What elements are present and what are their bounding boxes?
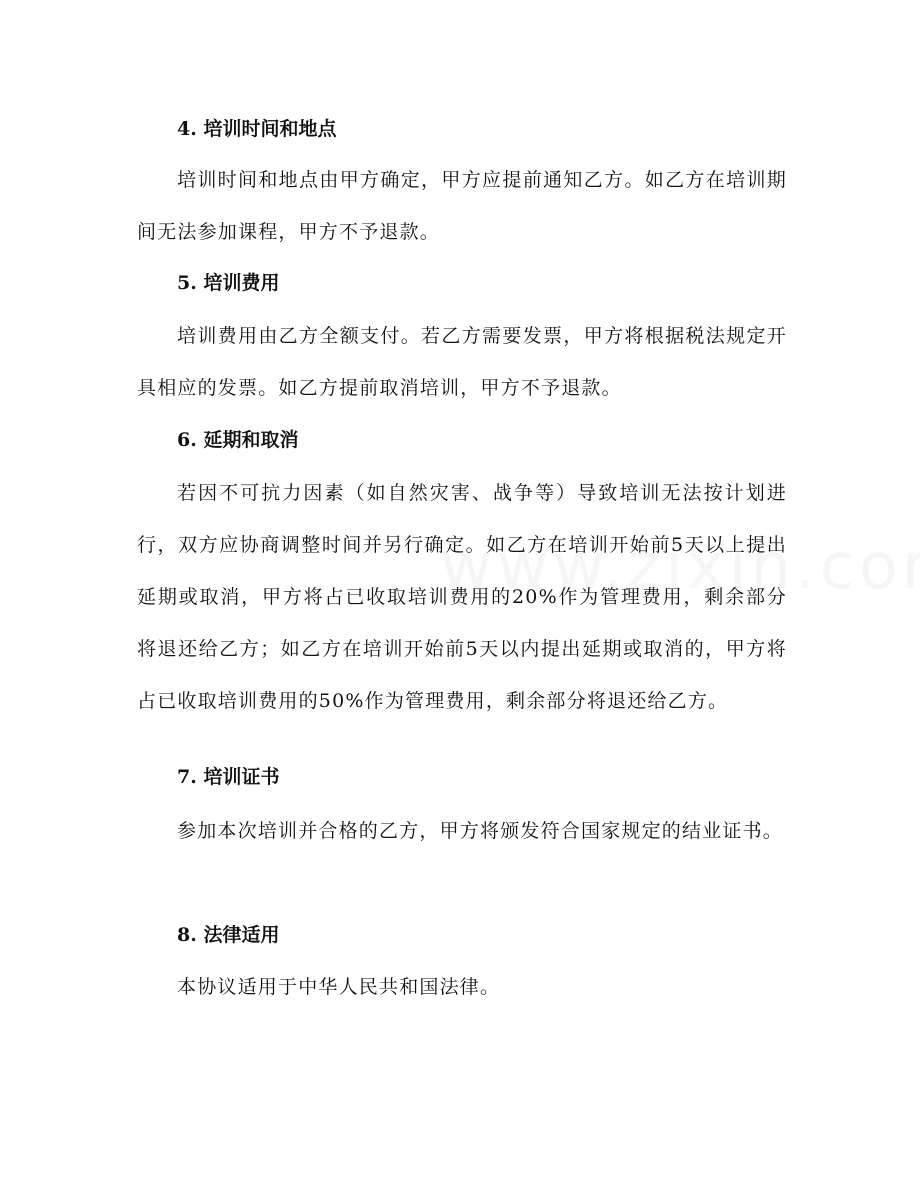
section-heading-training-fees: 5. 培训费用	[177, 272, 280, 294]
section-heading-applicable-law: 8. 法律适用	[177, 924, 280, 946]
section-body-applicable-law: 本协议适用于中华人民共和国法律。	[177, 976, 501, 998]
section-body-postpone-cancel: 若因不可抗力因素（如自然灾害、战争等）导致培训无法按计划进行，双方应协商调整时间并另行确定。如乙方在培训开始前5天以上提出延期或取消，甲方将占已收取培训费用的20%作为管理费用，剩余部分将退还给乙方；如乙方在培训开始前5天以内提出延期或取消的，甲方将占已收取培训费用的50%作为管理费用，剩余部分将退还给乙方。	[137, 482, 787, 712]
section-body-training-time-place: 培训时间和地点由甲方确定，甲方应提前通知乙方。如乙方在培训期间无法参加课程，甲方不予退款。	[137, 169, 787, 243]
section-heading-training-time-place: 4. 培训时间和地点	[177, 118, 337, 140]
section-heading-training-certificate: 7. 培训证书	[177, 766, 280, 788]
section-heading-postpone-cancel: 6. 延期和取消	[177, 429, 299, 451]
section-body-training-fees: 培训费用由乙方全额支付。若乙方需要发票，甲方将根据税法规定开具相应的发票。如乙方提前取消培训，甲方不予退款。	[137, 325, 787, 399]
section-body-training-certificate: 参加本次培训并合格的乙方，甲方将颁发符合国家规定的结业证书。	[177, 820, 784, 842]
